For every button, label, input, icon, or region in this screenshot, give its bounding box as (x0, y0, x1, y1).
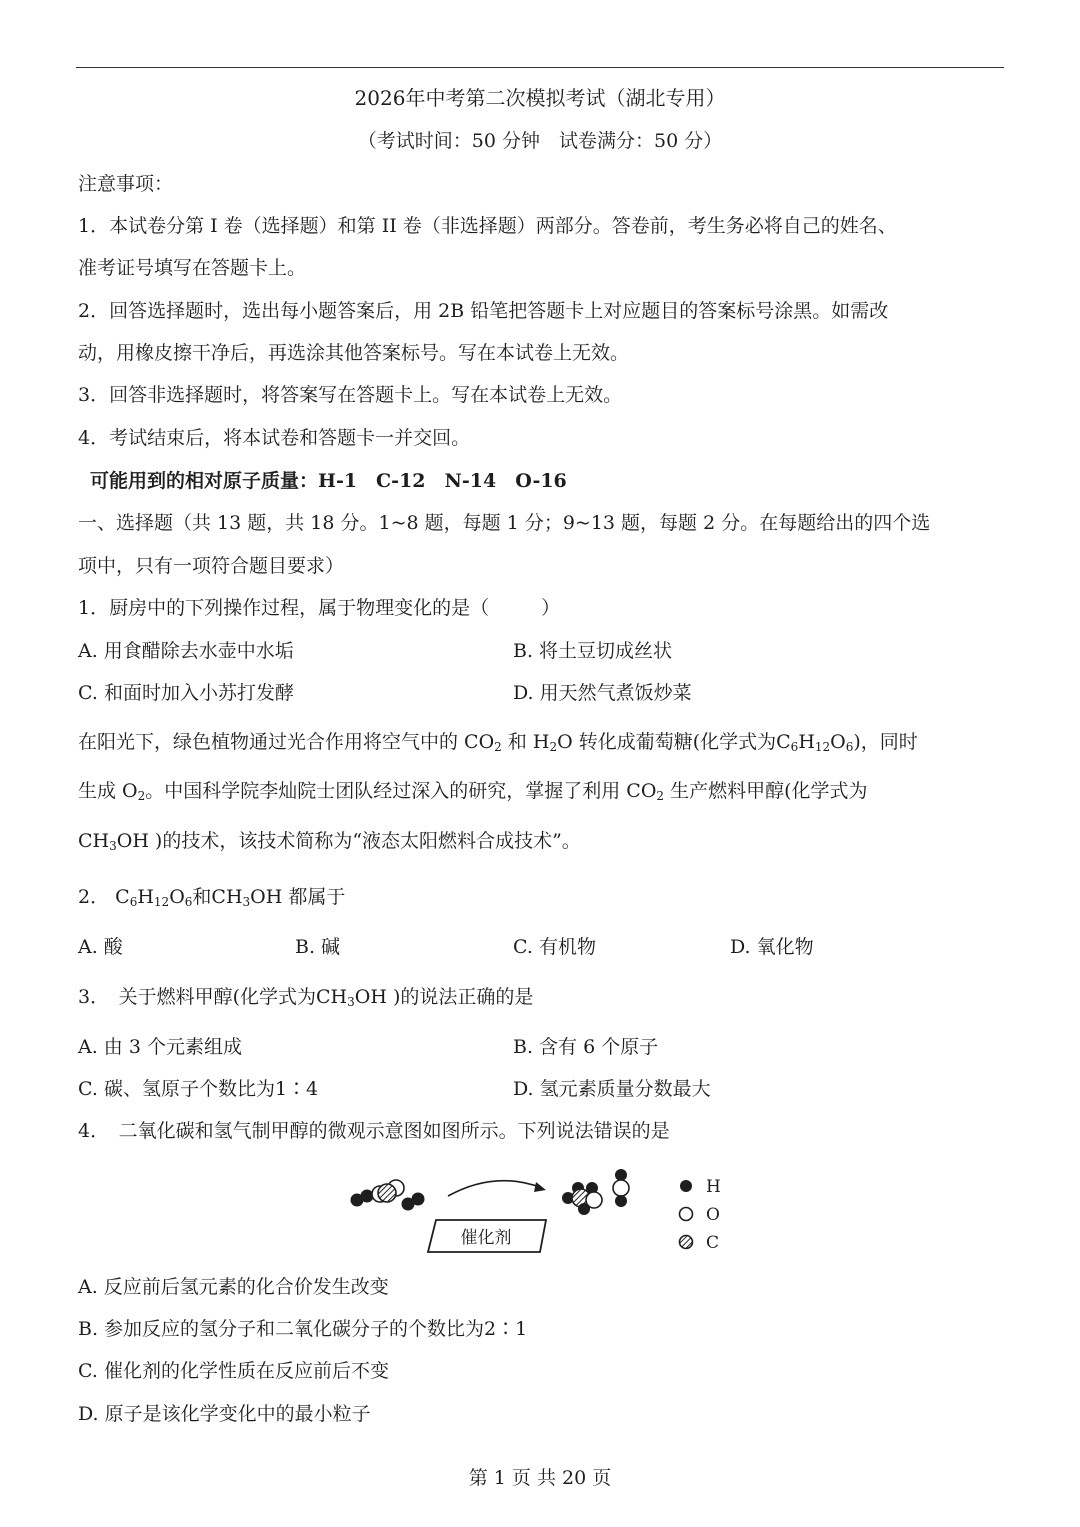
q3-option-d: D. 氢元素质量分数最大 (513, 1078, 711, 1100)
q1-option-c: C. 和面时加入小苏打发酵 (78, 682, 294, 704)
top-rule (76, 67, 1004, 68)
notice-heading: 注意事项： (78, 173, 174, 195)
carbon-dioxide-molecule (372, 1180, 404, 1202)
legend-hydrogen-label: H (706, 1177, 721, 1197)
catalyst-label: 催化剂 (460, 1228, 512, 1248)
q4-option-b: B. 参加反应的氢分子和二氧化碳分子的个数比为2∶1 (78, 1318, 528, 1340)
q4-option-d: D. 原子是该化学变化中的最小粒子 (78, 1403, 371, 1425)
hydrogen-molecule-right (402, 1193, 425, 1211)
hydrogen-molecule-left (351, 1190, 374, 1207)
legend-oxygen-label: O (706, 1205, 720, 1225)
legend-carbon-icon (680, 1236, 693, 1249)
question-4-stem: 4． 二氧化碳和氢气制甲醇的微观示意图如图所示。下列说法错误的是 (78, 1120, 670, 1142)
legend-oxygen-icon (680, 1208, 693, 1221)
q4-option-c: C. 催化剂的化学性质在反应前后不变 (78, 1360, 389, 1382)
q2-option-c: C. 有机物 (513, 936, 596, 958)
exam-title: 2026年中考第二次模拟考试（湖北专用） (354, 86, 726, 110)
q3-option-a: A. 由 3 个元素组成 (78, 1036, 242, 1058)
passage-line-3: $CH_3OH$ )的技术，该技术简称为“液态太阳燃料合成技术”。 (78, 830, 581, 853)
section-heading: 一、选择题（共 13 题，共 18 分。1~8 题，每题 1 分；9~13 题，每题 2 分。在每题给出的四个选 (78, 512, 931, 534)
legend-carbon-label: C (706, 1233, 720, 1253)
q2-option-d: D. 氧化物 (730, 936, 814, 958)
q1-option-b: B. 将土豆切成丝状 (513, 640, 673, 662)
q3-option-b: B. 含有 6 个原子 (513, 1036, 659, 1058)
exam-subtitle: （考试时间：50 分钟 试卷满分：50 分） (357, 130, 723, 152)
reaction-arrow (448, 1181, 542, 1196)
passage-line-1: 在阳光下，绿色植物通过光合作用将空气中的 $CO_2$ 和 $H_2O$ 转化成葡萄糖(化学式为$C_6H_{12}O_6$)，同时 (78, 731, 918, 754)
legend (680, 1177, 721, 1253)
notice-item: 1．本试卷分第 I 卷（选择题）和第 II 卷（非选择题）两部分。答卷前，考生务必将自己的姓名、 (78, 215, 897, 237)
question-1-stem: 1．厨房中的下列操作过程，属于物理变化的是（ ） (78, 597, 561, 619)
atomic-mass-note: 可能用到的相对原子质量：H-1 C-12 N-14 O-16 (90, 470, 567, 492)
notice-item: 3．回答非选择题时，将答案写在答题卡上。写在本试卷上无效。 (78, 384, 623, 406)
section-heading-cont: 项中，只有一项符合题目要求） (78, 555, 345, 577)
q1-option-a: A. 用食醋除去水壶中水垢 (78, 640, 294, 662)
notice-item: 4．考试结束后，将本试卷和答题卡一并交回。 (78, 427, 471, 449)
q2-option-a: A. 酸 (78, 936, 123, 958)
legend-hydrogen-icon (680, 1180, 692, 1192)
page-number: 第 1 页 共 20 页 (468, 1467, 612, 1489)
question-3-stem: 3． 关于燃料甲醇(化学式为$CH_3OH$ )的说法正确的是 (78, 986, 534, 1009)
passage-line-2: 生成 $O_2$。中国科学院李灿院士团队经过深入的研究，掌握了利用 $CO_2$ 生产燃料甲醇(化学式为 (78, 780, 868, 803)
q1-option-d: D. 用天然气煮饭炒菜 (513, 682, 692, 704)
reaction-diagram (340, 1158, 740, 1258)
question-2-stem: 2． $C_6H_{12}O_6$和$CH_3OH$ 都属于 (78, 886, 346, 909)
q3-option-c: C. 碳、氢原子个数比为1∶4 (78, 1078, 319, 1100)
notice-item: 2．回答选择题时，选出每小题答案后，用 2B 铅笔把答题卡上对应题目的答案标号涂黑。如需改 (78, 300, 889, 322)
notice-item: 动，用橡皮擦干净后，再选涂其他答案标号。写在本试卷上无效。 (78, 342, 630, 364)
water-molecule (613, 1169, 629, 1207)
q4-option-a: A. 反应前后氢元素的化合价发生改变 (78, 1276, 389, 1298)
notice-item: 准考证号填写在答题卡上。 (78, 257, 307, 279)
methanol-molecule (562, 1182, 602, 1215)
q2-option-b: B. 碱 (295, 936, 341, 958)
